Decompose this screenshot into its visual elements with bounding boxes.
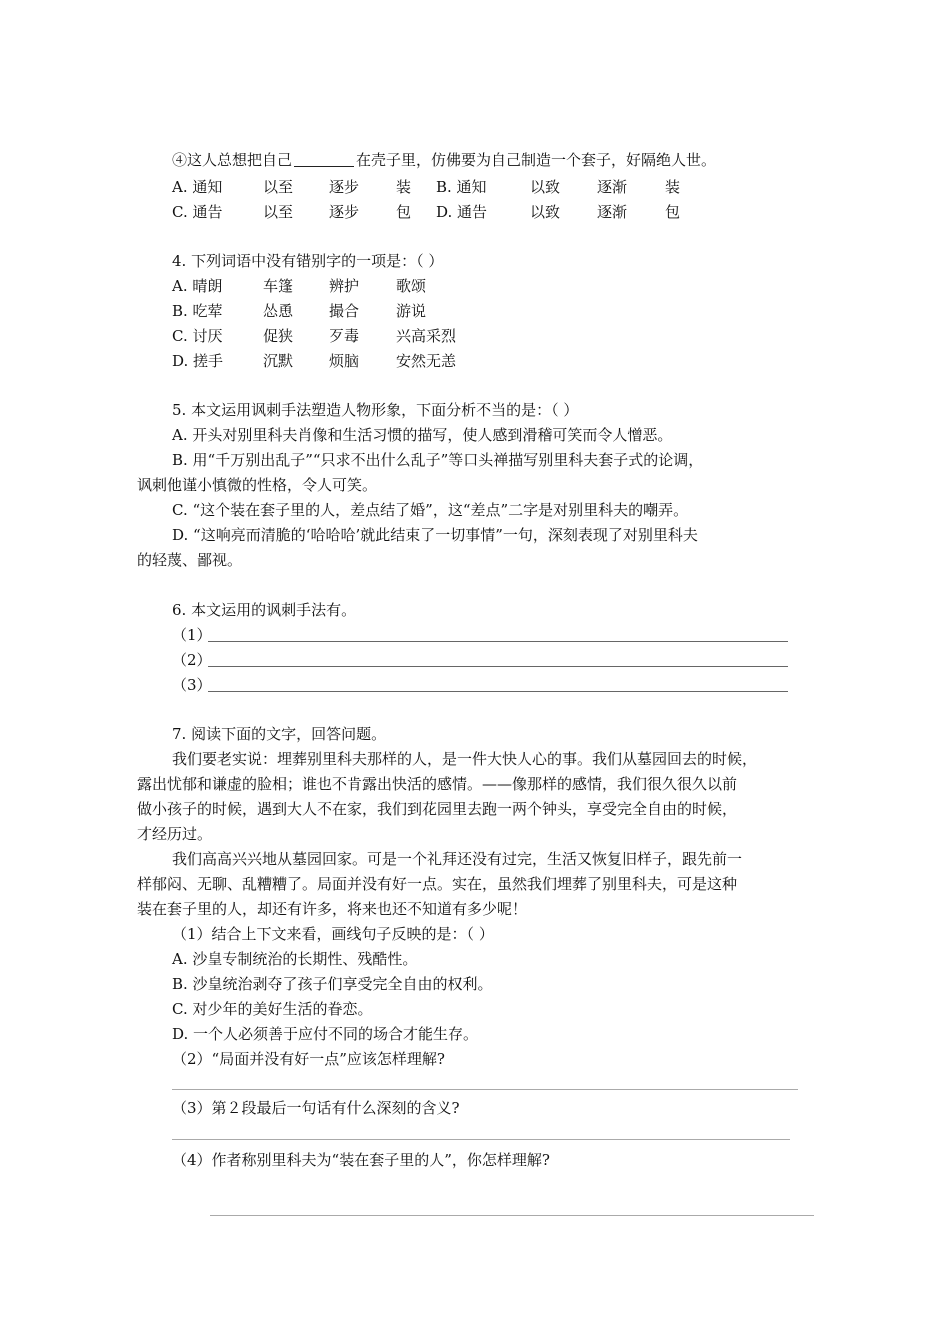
word-cell: 撮合 — [329, 302, 360, 320]
word-cell: B. 吃荤 — [172, 302, 223, 320]
option-cell: 逐渐 — [597, 203, 628, 221]
fill-blank[interactable] — [294, 152, 354, 167]
option-cell: 包 — [665, 203, 681, 221]
passage-p2-line: 我们高高兴兴地从墓园回家。可是一个礼拜还没有过完，生活又恢复旧样子，跟先前一 — [172, 850, 743, 868]
passage-p1-line: 露出忧郁和谦虚的脸相；谁也不肯露出快活的感情。——像那样的感情，我们很久很久以前 — [137, 775, 738, 793]
option-cell: 装 — [665, 178, 681, 196]
q5-option-b-line2: 讽刺他谨小慎微的性格，令人可笑。 — [137, 476, 378, 494]
q6-item-label: （1） — [172, 626, 212, 644]
q7-sub2-answer-line[interactable] — [172, 1089, 798, 1090]
word-cell: 促狭 — [263, 327, 294, 345]
option-cell: 以至 — [263, 178, 294, 196]
q6-item-label: （3） — [172, 676, 212, 694]
option-cell: D. 通告 — [436, 203, 488, 221]
q6-stem: 6. 本文运用的讽刺手法有。 — [172, 601, 357, 619]
q5-option-b-line1[interactable]: B. 用“千万别出乱子”“只求不出什么乱子”等口头禅描写别里科夫套子式的论调， — [172, 451, 704, 469]
q3-item4-stem-before: ④这人总想把自己 — [172, 151, 293, 169]
option-cell: 装 — [396, 178, 412, 196]
q5-option-d-line1[interactable]: D. “这响亮而清脆的‘哈哈哈’就此结束了一切事情”一句，深刻表现了对别里科夫 — [172, 526, 698, 544]
option-cell: 包 — [396, 203, 412, 221]
q7-sub4-answer-line[interactable] — [210, 1215, 814, 1216]
q7-sub1-option-d[interactable]: D. 一个人必须善于应付不同的场合才能生存。 — [172, 1025, 479, 1043]
q5-stem: 5. 本文运用讽刺手法塑造人物形象，下面分析不当的是：（ ） — [172, 401, 579, 419]
option-cell: 逐步 — [329, 203, 360, 221]
word-cell: 游说 — [396, 302, 427, 320]
word-cell: D. 搓手 — [172, 352, 224, 370]
word-cell: 歹毒 — [329, 327, 360, 345]
option-cell: 以至 — [263, 203, 294, 221]
passage-p1-line: 才经历过。 — [137, 825, 213, 843]
q5-option-d-line2: 的轻蔑、鄙视。 — [137, 551, 243, 569]
word-cell: 兴高采烈 — [396, 327, 457, 345]
word-cell: 怂恿 — [263, 302, 294, 320]
option-cell: 逐步 — [329, 178, 360, 196]
q6-answer-line-1[interactable] — [208, 641, 788, 642]
q7-sub1-option-c[interactable]: C. 对少年的美好生活的眷恋。 — [172, 1000, 373, 1018]
q7-sub1-option-b[interactable]: B. 沙皇统治剥夺了孩子们享受完全自由的权利。 — [172, 975, 493, 993]
q7-sub2-stem: （2）“局面并没有好一点”应该怎样理解? — [172, 1050, 445, 1068]
word-cell: 辨护 — [329, 277, 360, 295]
word-cell: 烦脑 — [329, 352, 360, 370]
q7-sub3-answer-line[interactable] — [172, 1139, 790, 1140]
passage-p2-line: 装在套子里的人，却还有许多，将来也还不知道有多少呢！ — [137, 900, 528, 918]
option-cell: 以致 — [530, 178, 561, 196]
word-cell: C. 讨厌 — [172, 327, 223, 345]
q5-option-a[interactable]: A. 开头对别里科夫肖像和生活习惯的描写，使人感到滑稽可笑而令人憎恶。 — [172, 426, 673, 444]
q6-answer-line-2[interactable] — [208, 666, 788, 667]
word-cell: 歌颂 — [396, 277, 427, 295]
q7-sub3-stem: （3）第２段最后一句话有什么深刻的含义? — [172, 1099, 460, 1117]
q6-answer-line-3[interactable] — [208, 691, 788, 692]
q7-stem: 7. 阅读下面的文字，回答问题。 — [172, 725, 387, 743]
passage-p1-line: 做小孩子的时候，遇到大人不在家，我们到花园里去跑一两个钟头，享受完全自由的时候， — [137, 800, 738, 818]
option-cell: C. 通告 — [172, 203, 223, 221]
q3-item4-stem — [172, 150, 716, 170]
q5-option-c[interactable]: C. “这个装在套子里的人，差点结了婚”，这“差点”二字是对别里科夫的嘲弄。 — [172, 501, 689, 519]
word-cell: 车篷 — [263, 277, 294, 295]
option-cell: A. 通知 — [172, 178, 223, 196]
option-cell: 逐渐 — [597, 178, 628, 196]
passage-p1-line: 我们要老实说：埋葬别里科夫那样的人，是一件大快人心的事。我们从墓园回去的时候， — [172, 750, 758, 768]
q7-sub1-option-a[interactable]: A. 沙皇专制统治的长期性、残酷性。 — [172, 950, 418, 968]
word-cell: 安然无恙 — [396, 352, 457, 370]
word-cell: 沉默 — [263, 352, 294, 370]
word-cell: A. 晴朗 — [172, 277, 223, 295]
option-cell: 以致 — [530, 203, 561, 221]
passage-p2-line: 样郁闷、无聊、乱糟糟了。局面并没有好一点。实在，虽然我们埋葬了别里科夫，可是这种 — [137, 875, 738, 893]
q4-stem: 4. 下列词语中没有错别字的一项是：（ ） — [172, 252, 444, 270]
q6-item-label: （2） — [172, 651, 212, 669]
q3-item4-stem-after: 在壳子里，仿佛要为自己制造一个套子，好隔绝人世。 — [356, 151, 717, 169]
option-cell: B. 通知 — [436, 178, 487, 196]
q7-sub1-stem: （1）结合上下文来看，画线句子反映的是：（ ） — [172, 925, 494, 943]
q7-sub4-stem: （4）作者称别里科夫为“装在套子里的人”，你怎样理解? — [172, 1151, 550, 1169]
